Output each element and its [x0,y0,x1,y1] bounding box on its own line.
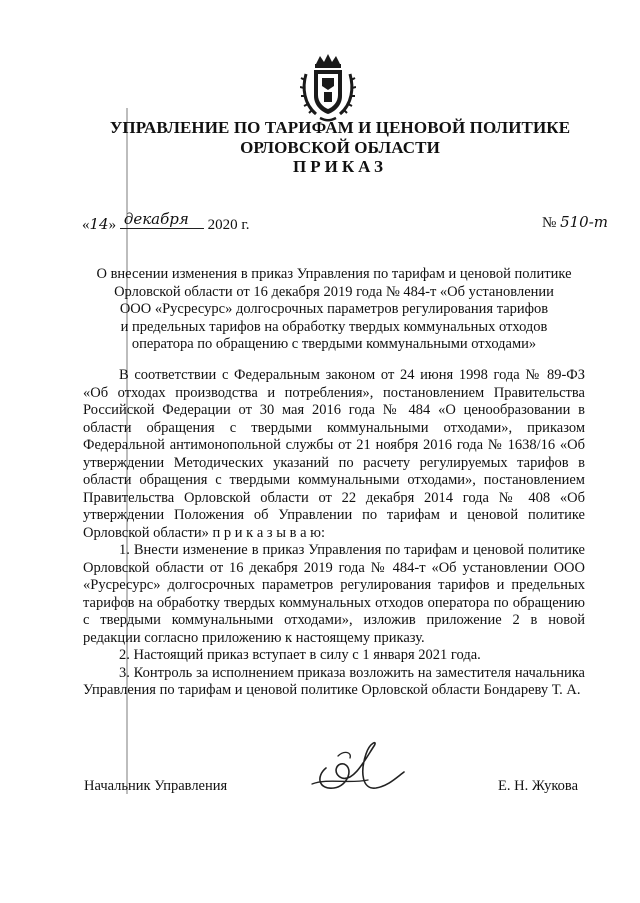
region-title: ОРЛОВСКОЙ ОБЛАСТИ [240,138,440,157]
subject-line: Орловской области от 16 декабря 2019 года № 484-т «Об установлении [114,283,554,300]
document-type: ПРИКАЗ [293,157,387,176]
subject-line: оператора по обращению с твердыми коммунальными отходами» [131,336,537,352]
signatory-title: Начальник Управления [84,778,228,794]
subject-line: О внесении изменения в приказ Управления по тарифам и ценовой политике [96,266,572,282]
signatory-name: Е. Н. Жукова [498,778,579,794]
coat-of-arms-icon [300,52,356,122]
clause-3: 3. Контроль за исполнением приказа возложить на заместителя начальника Управления по тарифам и ценовой политике Орловской области Бондареву Т. А. [83,664,585,698]
number-prefix: № [542,215,557,231]
order-date [82,210,250,234]
order-day: 14 [89,215,109,233]
number-value: 510-т [560,213,608,231]
subject-line: ООО «Русресурс» долгосрочных параметров регулирования тарифов [119,301,549,317]
quote-open: « [82,217,90,233]
handwritten-signature [308,738,418,800]
agency-title: УПРАВЛЕНИЕ ПО ТАРИФАМ И ЦЕНОВОЙ ПОЛИТИКЕ [109,118,571,137]
clause-2: 2. Настоящий приказ вступает в силу с 1 января 2021 года. [119,647,481,663]
order-body [83,367,585,700]
order-month: декабря [123,210,189,228]
order-subject [74,266,594,354]
order-year: 2020 г. [207,217,250,233]
month-underline [120,210,204,229]
clause-1: 1. Внести изменение в приказ Управления по тарифам и ценовой политике Орловской области от 16 декабря 2019 года № 484-т «Об установлении ООО «Русресурс» долгосрочных параметров регулирования тарифов и предельных тарифов на обработку твердых коммунальных отходов оператора по обращению с твердыми коммунальными отходами», изложив приложение 2 в новой редакции согласно приложению к настоящему приказу. [83,542,585,646]
preamble-paragraph: В соответствии с Федеральным законом от 24 июня 1998 года № 89-ФЗ «Об отходах производства и потребления», постановлением Правительства Российской Федерации от 30 мая 2016 года № 484 «О ценообразовании в области обращения с твердыми коммунальными отходами», приказом Федеральной антимонопольной службы от 21 ноября 2016 года № 1638/16 «Об утверждении Методических указаний по расчету регулируемых тарифов в области обращения с твердыми коммунальными отходами», постановлением Правительства Орловской области от 22 декабря 2014 года № 408 «Об утверждении Положения об Управлении по тарифам и ценовой политике Орловской области» п р и к а з ы в а ю: [83,367,585,541]
subject-line: и предельных тарифов на обработку твердых коммунальных отходов [120,318,548,335]
order-number [542,213,608,232]
quote-close: » [108,217,117,233]
